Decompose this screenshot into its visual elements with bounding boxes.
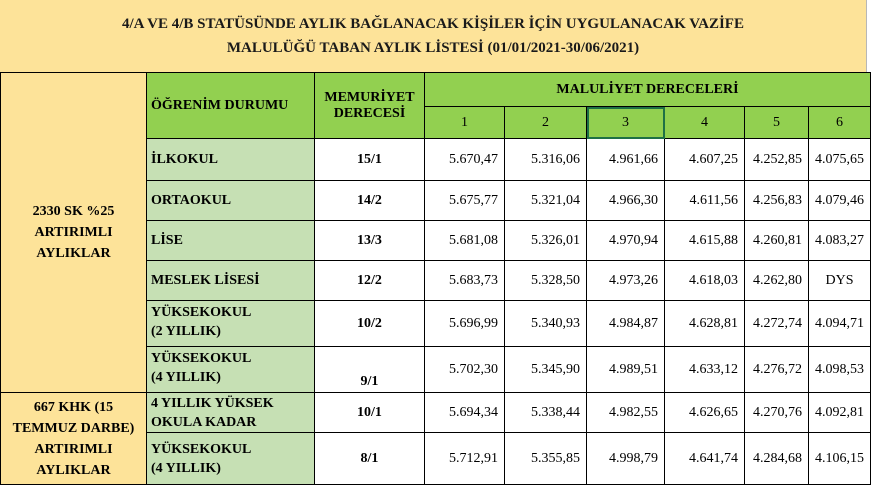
education-cell[interactable] [147, 433, 315, 485]
education-line-1: YÜKSEKOKUL [151, 305, 252, 320]
value-cell-col-4[interactable]: 4.626,65 [665, 393, 745, 433]
value-cell-col-4[interactable]: 4.615,88 [665, 221, 745, 261]
value-cell-col-2[interactable]: 5.321,04 [505, 181, 587, 221]
education-cell[interactable] [147, 139, 315, 181]
group-label-line: AYLIKLAR [36, 246, 111, 261]
civil-degree-cell[interactable]: 12/2 [315, 261, 425, 301]
value-cell-col-5[interactable]: 4.272,74 [745, 301, 809, 347]
value-cell-col-1[interactable]: 5.694,34 [425, 393, 505, 433]
value-cell-col-2[interactable]: 5.338,44 [505, 393, 587, 433]
header-civil-degree[interactable] [315, 73, 425, 139]
value-cell-col-2[interactable]: 5.345,90 [505, 347, 587, 393]
value-cell-col-1[interactable]: 5.675,77 [425, 181, 505, 221]
value-cell-col-2[interactable]: 5.355,85 [505, 433, 587, 485]
education-line-2: (4 YILLIK) [151, 370, 221, 385]
education-line-1: YÜKSEKOKUL [151, 351, 252, 366]
civil-degree-cell[interactable]: 10/2 [315, 301, 425, 347]
group-label-line: ARTIRIMLI [34, 441, 113, 457]
value-cell-col-1[interactable]: 5.702,30 [425, 347, 505, 393]
group-label-line: ARTIRIMLI [34, 225, 113, 240]
group-cell-2[interactable] [1, 393, 147, 485]
education-cell[interactable] [147, 393, 315, 433]
value-cell-col-6[interactable]: 4.083,27 [809, 221, 871, 261]
value-cell-col-4[interactable]: 4.641,74 [665, 433, 745, 485]
header-disability-degrees[interactable]: MALULİYET DERECELERİ [425, 73, 871, 107]
header-degree-col-1[interactable]: 1 [425, 107, 505, 139]
header-education[interactable]: ÖĞRENİM DURUMU [147, 73, 315, 139]
value-cell-col-3[interactable]: 4.998,79 [587, 433, 665, 485]
education-line-1: İLKOKUL [151, 152, 218, 167]
education-line-2: (2 YILLIK) [151, 324, 221, 339]
value-cell-col-4[interactable]: 4.628,81 [665, 301, 745, 347]
value-cell-col-3[interactable]: 4.984,87 [587, 301, 665, 347]
value-cell-col-6[interactable]: DYS [809, 261, 871, 301]
header-degree-col-2[interactable]: 2 [505, 107, 587, 139]
education-cell[interactable] [147, 347, 315, 393]
value-cell-col-3[interactable]: 4.973,26 [587, 261, 665, 301]
value-cell-col-5[interactable]: 4.256,83 [745, 181, 809, 221]
value-cell-col-6[interactable]: 4.079,46 [809, 181, 871, 221]
value-cell-col-5[interactable]: 4.252,85 [745, 139, 809, 181]
value-cell-col-5[interactable]: 4.260,81 [745, 221, 809, 261]
title-line-1: 4/A VE 4/B STATÜSÜNDE AYLIK BAĞLANACAK KİŞİLER İÇİN UYGULANACAK VAZİFE [122, 16, 744, 32]
education-line-2: (4 YILLIK) [151, 460, 221, 476]
education-line-1: LİSE [151, 233, 183, 248]
value-cell-col-3[interactable]: 4.970,94 [587, 221, 665, 261]
value-cell-col-3[interactable]: 4.982,55 [587, 393, 665, 433]
value-cell-col-4[interactable]: 4.618,03 [665, 261, 745, 301]
education-line-1: MESLEK LİSESİ [151, 273, 260, 288]
header-civil-degree-line-1: MEMURİYET [324, 89, 415, 105]
value-cell-col-3[interactable]: 4.961,66 [587, 139, 665, 181]
title-line-2: MALULÜĞÜ TABAN AYLIK LİSTESİ (01/01/2021-30/06/2021) [226, 40, 640, 56]
value-cell-col-5[interactable]: 4.270,76 [745, 393, 809, 433]
value-cell-col-1[interactable]: 5.681,08 [425, 221, 505, 261]
pension-table [0, 72, 871, 485]
group-label-line: AYLIKLAR [36, 462, 111, 478]
value-cell-col-3[interactable]: 4.966,30 [587, 181, 665, 221]
value-cell-col-2[interactable]: 5.340,93 [505, 301, 587, 347]
education-line-1: YÜKSEKOKUL [151, 441, 252, 457]
table-row [1, 393, 871, 433]
value-cell-col-4[interactable]: 4.633,12 [665, 347, 745, 393]
education-cell[interactable] [147, 301, 315, 347]
civil-degree-cell[interactable]: 15/1 [315, 139, 425, 181]
education-cell[interactable] [147, 261, 315, 301]
value-cell-col-2[interactable]: 5.326,01 [505, 221, 587, 261]
value-cell-col-6[interactable]: 4.075,65 [809, 139, 871, 181]
value-cell-col-2[interactable]: 5.316,06 [505, 139, 587, 181]
header-civil-degree-line-2: DERECESİ [333, 105, 406, 121]
group-label-line: TEMMUZ DARBE) [12, 420, 135, 436]
value-cell-col-1[interactable]: 5.712,91 [425, 433, 505, 485]
table-title[interactable] [0, 0, 867, 73]
value-cell-col-5[interactable]: 4.284,68 [745, 433, 809, 485]
civil-degree-cell[interactable]: 8/1 [315, 433, 425, 485]
education-line-2: OKULA KADAR [151, 414, 257, 430]
group-label-line: 667 KHK (15 [33, 399, 114, 415]
value-cell-col-6[interactable]: 4.098,53 [809, 347, 871, 393]
value-cell-col-1[interactable]: 5.670,47 [425, 139, 505, 181]
value-cell-col-4[interactable]: 4.611,56 [665, 181, 745, 221]
header-degree-col-3[interactable]: 3 [587, 107, 665, 139]
value-cell-col-6[interactable]: 4.094,71 [809, 301, 871, 347]
value-cell-col-6[interactable]: 4.092,81 [809, 393, 871, 433]
value-cell-col-4[interactable]: 4.607,25 [665, 139, 745, 181]
value-cell-col-2[interactable]: 5.328,50 [505, 261, 587, 301]
value-cell-col-6[interactable]: 4.106,15 [809, 433, 871, 485]
group-cell-1[interactable] [1, 73, 147, 393]
education-cell[interactable] [147, 221, 315, 261]
value-cell-col-5[interactable]: 4.262,80 [745, 261, 809, 301]
education-line-1: ORTAOKUL [151, 193, 232, 208]
civil-degree-cell[interactable]: 13/3 [315, 221, 425, 261]
header-degree-col-6[interactable]: 6 [809, 107, 871, 139]
education-line-1: 4 YILLIK YÜKSEK [151, 395, 274, 411]
civil-degree-cell[interactable]: 14/2 [315, 181, 425, 221]
header-degree-col-5[interactable]: 5 [745, 107, 809, 139]
header-degree-col-4[interactable]: 4 [665, 107, 745, 139]
education-cell[interactable] [147, 181, 315, 221]
value-cell-col-5[interactable]: 4.276,72 [745, 347, 809, 393]
value-cell-col-1[interactable]: 5.696,99 [425, 301, 505, 347]
group-label-line: 2330 SK %25 [32, 204, 115, 219]
value-cell-col-1[interactable]: 5.683,73 [425, 261, 505, 301]
value-cell-col-3[interactable]: 4.989,51 [587, 347, 665, 393]
civil-degree-cell[interactable]: 9/1 [315, 347, 425, 393]
civil-degree-cell[interactable]: 10/1 [315, 393, 425, 433]
